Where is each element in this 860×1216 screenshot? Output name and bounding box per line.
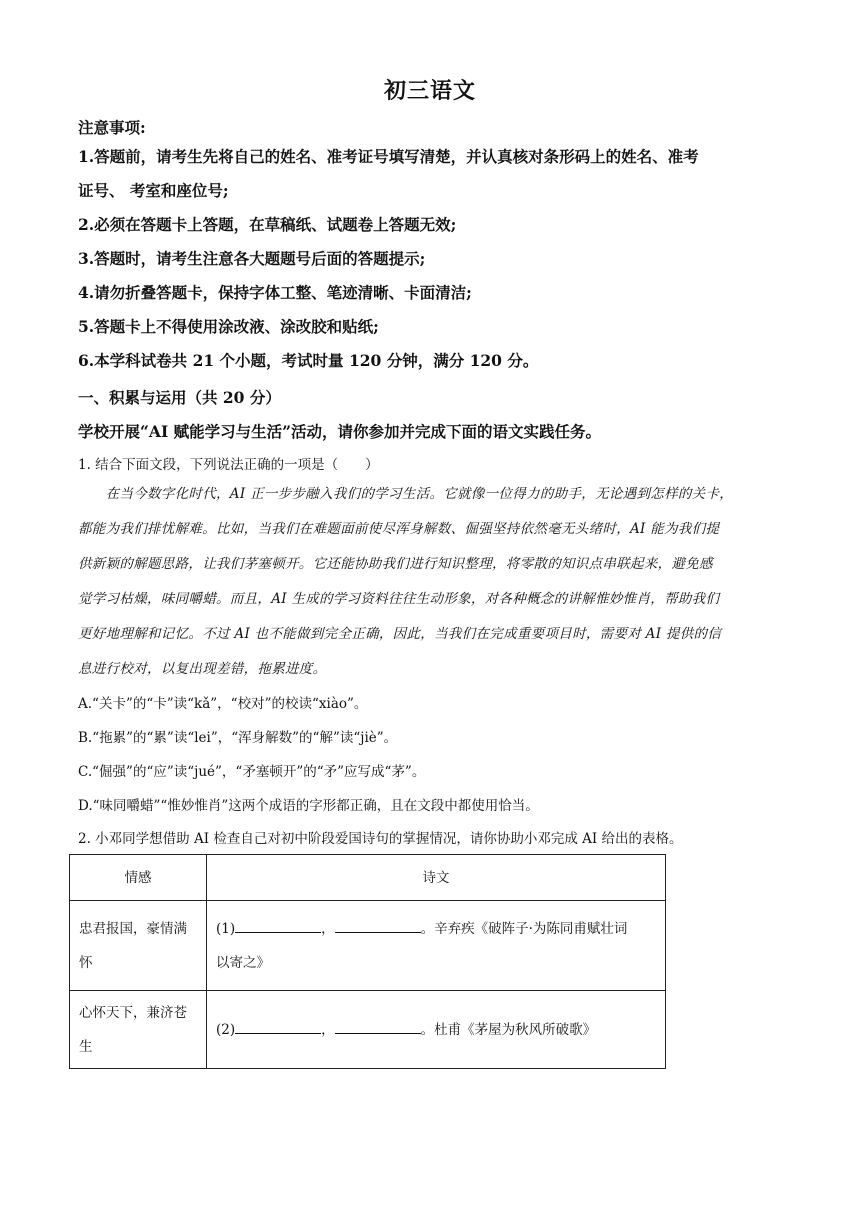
answer-blank[interactable] bbox=[235, 916, 321, 933]
emotion-text: 心怀天下，兼济苍 bbox=[79, 1004, 187, 1021]
answer-blank[interactable] bbox=[235, 1017, 321, 1034]
table-row bbox=[70, 901, 666, 991]
option-b: B.“拖累”的“累”读“lei”，“浑身解数”的“解”读“jiè”。 bbox=[78, 730, 398, 746]
table-header-emotion: 情感 bbox=[70, 855, 207, 901]
poem-cell bbox=[207, 991, 666, 1069]
notice-heading: 注意事项: bbox=[78, 118, 146, 137]
table-header-poem: 诗文 bbox=[207, 855, 666, 901]
passage-line: 更好地理解和记忆。不过 AI 也不能做到完全正确，因此，当我们在完成重要项目时，需要对 AI 提供的信 bbox=[78, 626, 722, 642]
section-heading: 一、积累与运用（共 20 分） bbox=[78, 388, 281, 407]
notice-item: 6.本学科试卷共 21 个小题，考试时量 120 分钟，满分 120 分。 bbox=[78, 351, 539, 370]
notice-item: 4.请勿折叠答题卡，保持字体工整、笔迹清晰、卡面清洁; bbox=[78, 283, 472, 302]
notice-item: 3.答题时，请考生注意各大题题号后面的答题提示; bbox=[78, 249, 426, 268]
passage-line: 都能为我们排忧解难。比如，当我们在难题面前使尽浑身解数、倔强坚持依然毫无头绪时，AI 能为我们提 bbox=[78, 521, 720, 537]
answer-blank[interactable] bbox=[335, 916, 421, 933]
question-1-stem: 1. 结合下面文段，下列说法正确的一项是（ ） bbox=[78, 457, 379, 473]
table-header-row bbox=[70, 855, 666, 901]
poem-source: 。杜甫《茅屋为秋风所破歌》 bbox=[420, 1021, 597, 1038]
emotion-cell bbox=[70, 991, 207, 1069]
option-a: A.“关卡”的“卡”读“kǎ”，“校对”的校读“xiào”。 bbox=[78, 696, 368, 712]
reading-passage bbox=[78, 484, 786, 694]
table-row bbox=[70, 991, 666, 1069]
passage-line: 觉学习枯燥，味同嚼蜡。而且，AI 生成的学习资料往往生动形象，对各种概念的讲解惟妙惟肖，帮助我们 bbox=[78, 591, 720, 607]
task-intro: 学校开展“AI 赋能学习与生活”活动，请你参加并完成下面的语文实践任务。 bbox=[78, 422, 602, 441]
emotion-text: 怀 bbox=[79, 954, 93, 971]
notice-list bbox=[78, 146, 786, 384]
notice-item: 5.答题卡上不得使用涂改液、涂改胶和贴纸; bbox=[78, 317, 379, 336]
poem-source: 。辛弃疾《破阵子·为陈同甫赋壮词 bbox=[420, 920, 628, 937]
poem-line bbox=[216, 1013, 656, 1047]
page-title: 初三语文 bbox=[383, 78, 476, 104]
answer-blank[interactable] bbox=[335, 1017, 421, 1034]
poem-line bbox=[216, 912, 656, 946]
blank-label: (1) bbox=[216, 920, 236, 937]
poem-source-cont: 以寄之》 bbox=[216, 954, 270, 971]
option-d: D.“味同嚼蜡”“惟妙惟肖”这两个成语的字形都正确，且在文段中都使用恰当。 bbox=[78, 798, 539, 814]
blank-label: (2) bbox=[216, 1021, 236, 1038]
poem-cell bbox=[207, 901, 666, 991]
blank-separator: ， bbox=[321, 1021, 335, 1038]
emotion-cell bbox=[70, 901, 207, 991]
notice-item: 证号、 考室和座位号; bbox=[78, 181, 229, 200]
notice-item: 2.必须在答题卡上答题，在草稿纸、试题卷上答题无效; bbox=[78, 215, 457, 234]
poem-table bbox=[69, 854, 666, 1069]
notice-item: 1.答题前，请考生先将自己的姓名、准考证号填写清楚，并认真核对条形码上的姓名、准考 bbox=[78, 147, 699, 166]
emotion-text: 生 bbox=[79, 1038, 93, 1055]
option-c: C.“倔强”的“应”读“jué”，“矛塞顿开”的“矛”应写成“茅”。 bbox=[78, 764, 426, 780]
question-2-stem: 2. 小邓同学想借助 AI 检查自己对初中阶段爱国诗句的掌握情况，请你协助小邓完成 AI 给出的表格。 bbox=[78, 831, 683, 847]
emotion-text: 忠君报国，豪情满 bbox=[79, 920, 187, 937]
blank-separator: ， bbox=[321, 920, 335, 937]
passage-line: 在当今数字化时代，AI 正一步步融入我们的学习生活。它就像一位得力的助手，无论遇到怎样的关卡， bbox=[78, 486, 734, 502]
passage-line: 息进行校对，以复出现差错，拖累进度。 bbox=[78, 661, 327, 677]
passage-line: 供新颖的解题思路，让我们茅塞顿开。它还能协助我们进行知识整理，将零散的知识点串联起来，避免感 bbox=[78, 556, 713, 572]
